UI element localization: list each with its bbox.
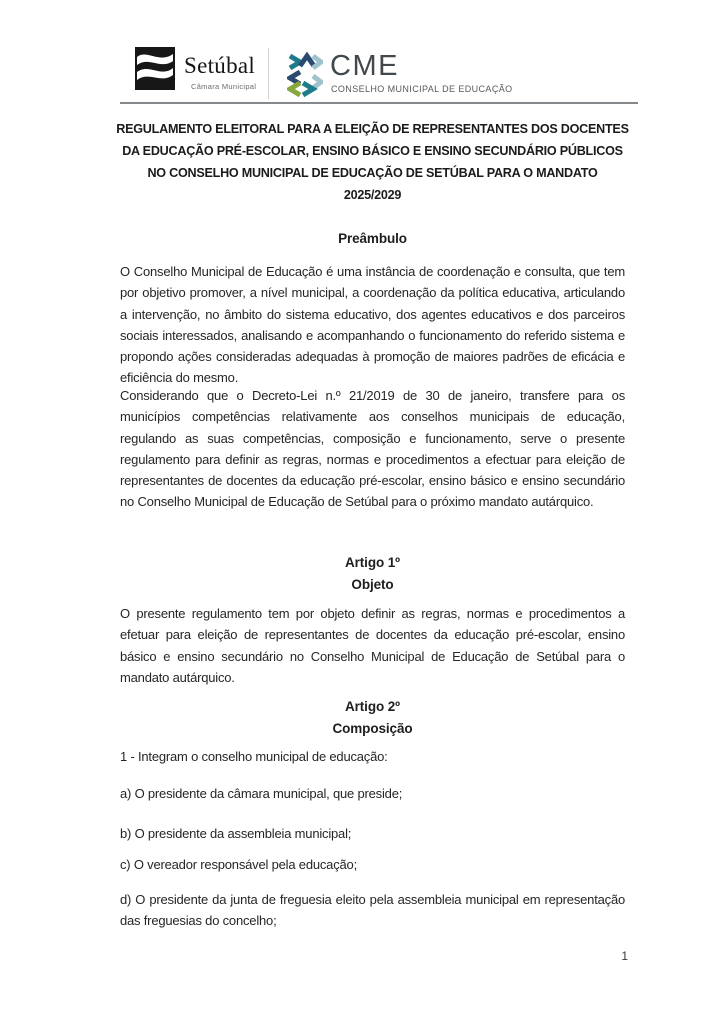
setubal-wordmark: Setúbal: [184, 53, 256, 78]
article-2-title: Composição: [332, 721, 413, 736]
article-2-item-c: c) O vereador responsável pela educação;: [120, 857, 357, 872]
article-1-number: Artigo 1º: [344, 555, 401, 570]
article-2-item-b: b) O presidente da assembleia municipal;: [120, 826, 352, 841]
cme-subtitle: CONSELHO MUNICIPAL DE EDUCAÇÃO: [331, 84, 513, 94]
document-title-line: REGULAMENTO ELEITORAL PARA A ELEIÇÃO DE REPRESENTANTES DOS DOCENTES: [116, 122, 629, 136]
document-title-line: NO CONSELHO MUNICIPAL DE EDUCAÇÃO DE SETÚBAL PARA O MANDATO: [147, 166, 598, 180]
setubal-municipality-logo-icon: [135, 47, 175, 90]
document-title-line: 2025/2029: [343, 188, 402, 202]
setubal-subtitle: Câmara Municipal: [191, 82, 257, 91]
article-2-item-a: a) O presidente da câmara municipal, que preside;: [120, 786, 403, 801]
cme-logo-icon: [287, 51, 323, 99]
article-1-body: O presente regulamento tem por objeto definir as regras, normas e procedimentos a efetuar para eleição de representantes de docentes da educação pré-escolar, ensino básico e ensino secundário no Conselho Municipal de Educação de Setúbal para o mandato autárquico.: [120, 606, 625, 685]
header-logo-divider: [268, 48, 269, 99]
preamble-paragraph-1: O Conselho Municipal de Educação é uma instância de coordenação e consulta, que tem por objetivo promover, a nível municipal, a coordenação da política educativa, articulando a intervenção, no âmbito do sistema educativo, dos agentes educativos e dos parceiros sociais interessados, analisando e acompanhando o funcionamento do referido sistema e propondo ações consideradas adequadas à promoção de maiores padrões de eficácia e eficiência do mesmo.: [120, 264, 625, 386]
document-title: [92, 118, 653, 206]
header-rule: [120, 102, 638, 104]
article-1-title: Objeto: [351, 577, 394, 592]
document-title-line: DA EDUCAÇÃO PRÉ-ESCOLAR, ENSINO BÁSICO E ENSINO SECUNDÁRIO PÚBLICOS: [122, 144, 623, 158]
article-2-item-d: d) O presidente da junta de freguesia eleito pela assembleia municipal em representação das freguesias do concelho;: [120, 892, 625, 929]
article-2-number: Artigo 2º: [344, 699, 401, 714]
cme-acronym: CME: [330, 50, 399, 82]
page-number: 1: [621, 949, 628, 963]
article-2-intro: 1 - Integram o conselho municipal de educação:: [120, 749, 388, 764]
preamble-heading: Preâmbulo: [338, 231, 407, 246]
preamble-paragraph-2: Considerando que o Decreto-Lei n.º 21/2019 de 30 de janeiro, transfere para os municípios competências relativamente aos conselhos municipais de educação, regulando as suas competências, composição e funcionamento, serve o presente regulamento para definir as regras, normas e procedimentos a efectuar para eleição de representantes de docentes da educação pré-escolar, ensino básico e ensino secundário no Conselho Municipal de Educação de Setúbal para o próximo mandato autárquico.: [120, 388, 625, 510]
